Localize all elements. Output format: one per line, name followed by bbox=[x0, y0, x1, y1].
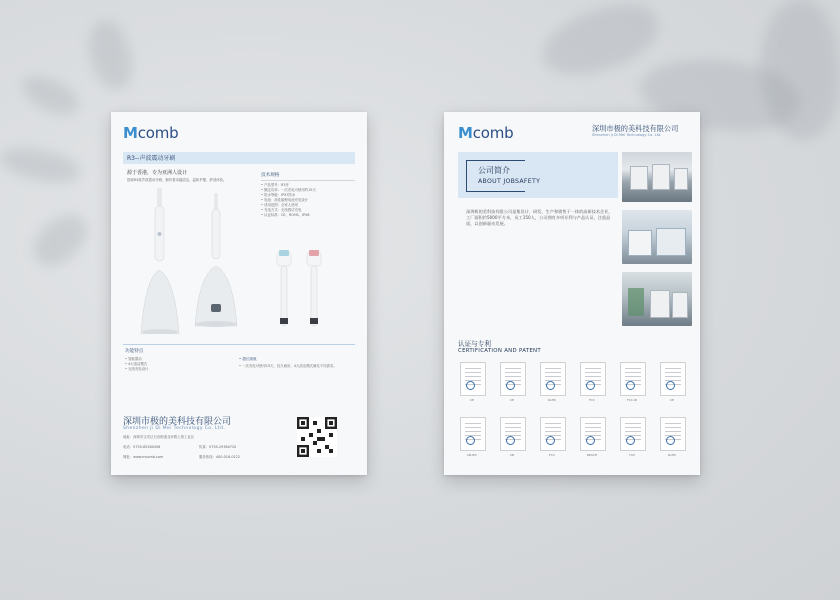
machine-shape bbox=[630, 166, 648, 190]
certificate bbox=[540, 362, 566, 396]
logo-text: comb bbox=[472, 124, 514, 142]
certificate-label: CB bbox=[509, 453, 515, 457]
about-text: 深圳极的美科技有限公司是集设计、研发、生产和销售于一体的高新技术企业，工厂面积约5000平方米，员工150人，公司拥有多项专利与产品认证，注重品质，以创新驱动发展。 bbox=[466, 209, 613, 226]
seal-icon bbox=[586, 436, 595, 445]
seal-icon bbox=[626, 381, 635, 390]
seal-icon bbox=[666, 381, 675, 390]
product-flyer bbox=[111, 112, 367, 475]
factory-photo bbox=[622, 152, 692, 202]
spec-item: • 额定功率：一次充电可使用约15天 bbox=[261, 188, 316, 192]
feature-text-2: • 一次充电可使用15天，经久耐用，4大清洁模式满足不同需求。 bbox=[239, 364, 337, 368]
intro-text: 搭载R3款声波震动牙刷，拥有着卓越清洁，温和护龈，舒适体验。 bbox=[127, 178, 227, 182]
certificate bbox=[500, 362, 526, 396]
toothbrush-front bbox=[141, 188, 179, 334]
seal-icon bbox=[506, 381, 515, 390]
seal-icon bbox=[506, 436, 515, 445]
header-company-en: Shenzhen Ji Di Mei Technology Co. Ltd. bbox=[592, 133, 662, 137]
certificate-label: REACH bbox=[586, 453, 598, 457]
seal-icon bbox=[626, 436, 635, 445]
certificate-label: FCC-ID bbox=[626, 398, 638, 402]
brush-head bbox=[307, 250, 321, 326]
address: 地址：深圳市宝安区石岩街道北环路上排工业区 bbox=[123, 435, 195, 439]
spec-list bbox=[261, 183, 357, 218]
factory-photo bbox=[622, 272, 692, 326]
seal-icon bbox=[546, 381, 555, 390]
spec-item: • 认证标准：CE、ROHS、IPX6 bbox=[261, 213, 310, 217]
certificate-label: FCC bbox=[589, 398, 595, 402]
certificate-label: RoHS bbox=[548, 398, 556, 402]
machine-shape bbox=[672, 292, 688, 318]
machine-shape bbox=[674, 168, 688, 190]
fax: 传真：0755-29364720 bbox=[199, 445, 237, 449]
brush-heads-illustration bbox=[271, 248, 331, 338]
company-profile-flyer bbox=[444, 112, 700, 475]
feature-item: • 智能震动 bbox=[125, 357, 142, 361]
spec-divider bbox=[261, 180, 355, 181]
certificate bbox=[460, 362, 486, 396]
qr-code bbox=[297, 417, 337, 457]
toothbrush-illustration bbox=[139, 188, 249, 334]
certificate-label: TUV bbox=[628, 453, 636, 457]
footer-company-cn: 深圳市极的美科技有限公司 bbox=[123, 417, 232, 427]
section-divider bbox=[123, 344, 355, 345]
feature-title-1: 功能特点 bbox=[125, 349, 144, 354]
brush-head bbox=[277, 250, 291, 326]
feature-list-1 bbox=[125, 357, 235, 372]
header-company-cn: 深圳市极的美科技有限公司 bbox=[592, 124, 679, 133]
hotline: 服务热线：400-016-0122 bbox=[199, 455, 240, 459]
certificate bbox=[500, 417, 526, 451]
feature-item: • 无线充电设计 bbox=[125, 367, 149, 371]
product-title: R3--声波震动牙刷 bbox=[127, 155, 176, 162]
spec-item: • 产品型号：R3牙 bbox=[261, 183, 289, 187]
logo-text: comb bbox=[137, 124, 179, 142]
toothbrush-side bbox=[195, 193, 237, 327]
cert-title-cn: 认证与专利 bbox=[458, 340, 491, 348]
seal-icon bbox=[666, 436, 675, 445]
certificate-row-2 bbox=[444, 417, 700, 467]
factory-photo bbox=[622, 210, 692, 264]
cert-title-en: CERTIFICATION AND PATENT bbox=[458, 348, 541, 354]
machine-shape bbox=[652, 164, 670, 190]
brand-logo bbox=[123, 124, 179, 142]
spec-item: • 适用范围：全家人使用 bbox=[261, 203, 298, 207]
phone: 电话：0755-85264456 bbox=[123, 445, 161, 449]
certificate-label: CE bbox=[670, 398, 674, 402]
spec-item: • 防水等级：IPX7防水 bbox=[261, 193, 296, 197]
seal-icon bbox=[586, 381, 595, 390]
certificate bbox=[580, 362, 606, 396]
machine-shape bbox=[628, 230, 652, 256]
machine-shape bbox=[656, 228, 686, 256]
spec-title: 技术规格 bbox=[261, 173, 280, 178]
website: 网址：www.mcomb.com bbox=[123, 455, 164, 459]
seal-icon bbox=[466, 436, 475, 445]
logo-mark: M bbox=[123, 124, 138, 142]
brand-logo bbox=[458, 124, 514, 142]
certificate bbox=[660, 417, 686, 451]
feature-item: • 4大清洁模式 bbox=[125, 362, 148, 366]
footer-company-en: Shenzhen Ji Di Mei Technology Co. Ltd. bbox=[123, 426, 226, 431]
feature-title-2: • 超长续航 bbox=[239, 357, 257, 361]
seal-icon bbox=[466, 381, 475, 390]
certificate-label: CE bbox=[510, 398, 514, 402]
spec-item: • 电池：高性能锂电池充电设计 bbox=[261, 198, 309, 202]
logo-mark: M bbox=[458, 124, 473, 142]
certificate-label: CB-IEC bbox=[466, 453, 478, 457]
certificate-label: FCC bbox=[549, 453, 555, 457]
certificate bbox=[580, 417, 606, 451]
certificate bbox=[660, 362, 686, 396]
spec-item: • 充电方式：无线感应充电 bbox=[261, 208, 302, 212]
certificate bbox=[620, 417, 646, 451]
certificate-label: CE bbox=[470, 398, 474, 402]
certificate-row-1 bbox=[444, 362, 700, 412]
machine-shape bbox=[650, 290, 670, 318]
about-title-cn: 公司简介 bbox=[478, 166, 510, 175]
certificate bbox=[540, 417, 566, 451]
certificate bbox=[620, 362, 646, 396]
certificate bbox=[460, 417, 486, 451]
seal-icon bbox=[546, 436, 555, 445]
machine-shape bbox=[628, 288, 644, 316]
certificate-label: RoHS bbox=[668, 453, 676, 457]
slogan: 源于香港，专为亚洲人设计 bbox=[127, 170, 188, 176]
about-title-en: ABOUT JOBSAFETY bbox=[478, 178, 541, 185]
